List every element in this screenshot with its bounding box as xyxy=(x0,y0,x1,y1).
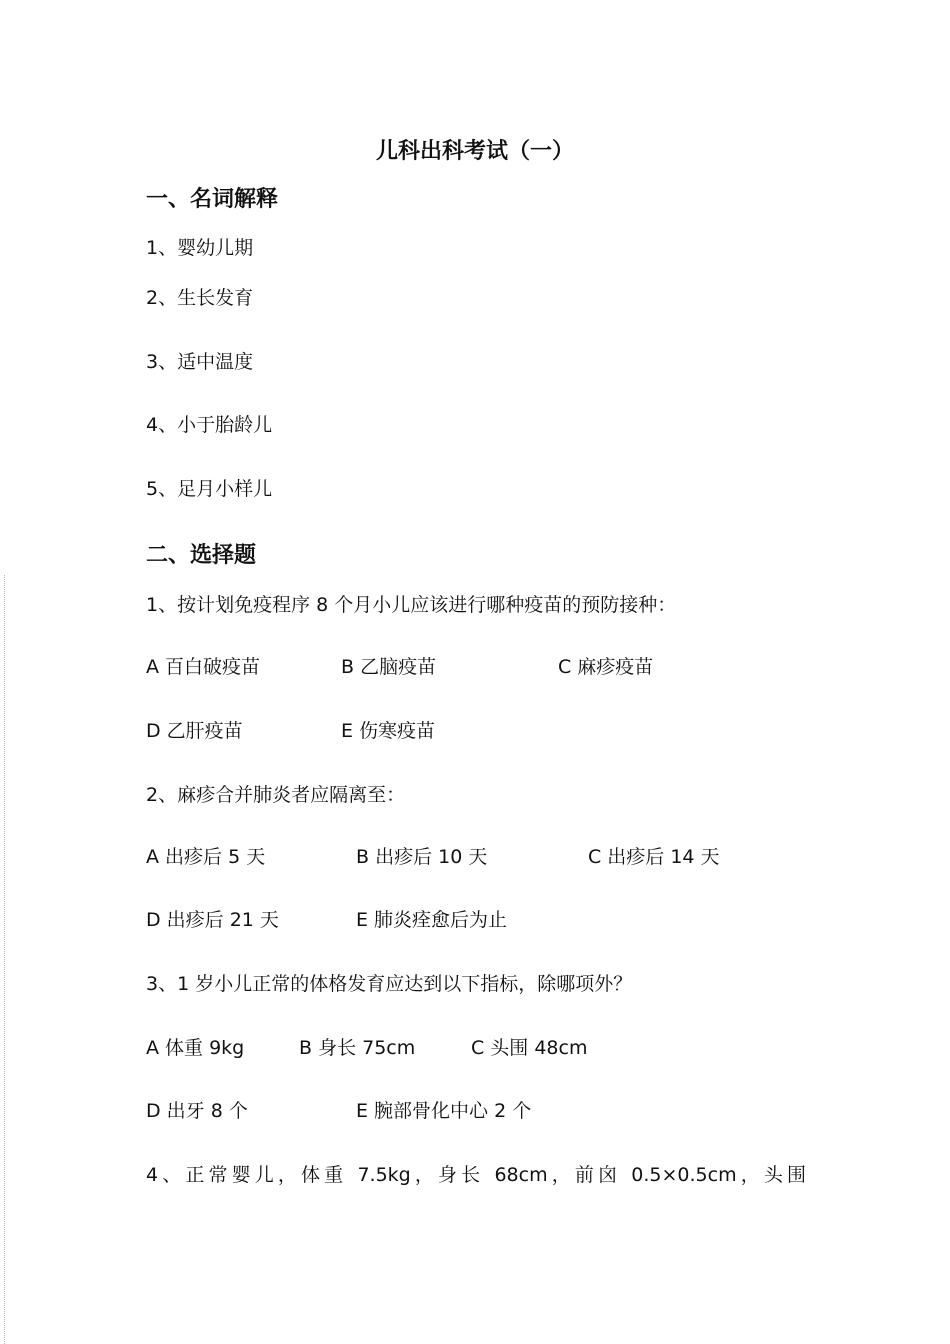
document-title: 儿科出科考试（一） xyxy=(375,139,574,164)
question-option: D 出牙 8 个 xyxy=(146,1100,248,1122)
definition-item: 2、生长发育 xyxy=(146,287,254,309)
question-option: A 体重 9kg xyxy=(146,1037,245,1059)
page-margin-guide xyxy=(4,575,5,1344)
question-stem: 1、按计划免疫程序 8 个月小儿应该进行哪种疫苗的预防接种： xyxy=(146,594,677,616)
section-heading-definitions: 一、名词解释 xyxy=(146,187,279,212)
question-option: D 乙肝疫苗 xyxy=(146,720,243,742)
question-option: E 腕部骨化中心 2 个 xyxy=(356,1100,532,1122)
definition-item: 4、小于胎龄儿 xyxy=(146,414,273,436)
question-stem: 3、1 岁小儿正常的体格发育应达到以下指标，除哪项外？ xyxy=(146,973,633,995)
question-option: C 麻疹疫苗 xyxy=(558,656,654,678)
definition-item: 5、足月小样儿 xyxy=(146,478,273,500)
question-stem: 4、正常婴儿，体重 7.5kg，身长 68cm，前囟 0.5×0.5cm，头围 xyxy=(146,1164,806,1186)
definition-item: 1、婴幼儿期 xyxy=(146,237,254,259)
question-option: B 身长 75cm xyxy=(299,1037,416,1059)
question-option: C 头围 48cm xyxy=(471,1037,588,1059)
question-option: A 百白破疫苗 xyxy=(146,656,261,678)
question-option: B 乙脑疫苗 xyxy=(341,656,437,678)
question-stem: 2、麻疹合并肺炎者应隔离至： xyxy=(146,784,406,806)
question-option: D 出疹后 21 天 xyxy=(146,909,279,931)
section-heading-choice: 二、选择题 xyxy=(146,543,257,568)
question-option: E 伤寒疫苗 xyxy=(341,720,436,742)
question-option: C 出疹后 14 天 xyxy=(588,846,720,868)
question-option: B 出疹后 10 天 xyxy=(356,846,488,868)
question-option: E 肺炎痊愈后为止 xyxy=(356,909,508,931)
definition-item: 3、适中温度 xyxy=(146,351,254,373)
question-option: A 出疹后 5 天 xyxy=(146,846,266,868)
